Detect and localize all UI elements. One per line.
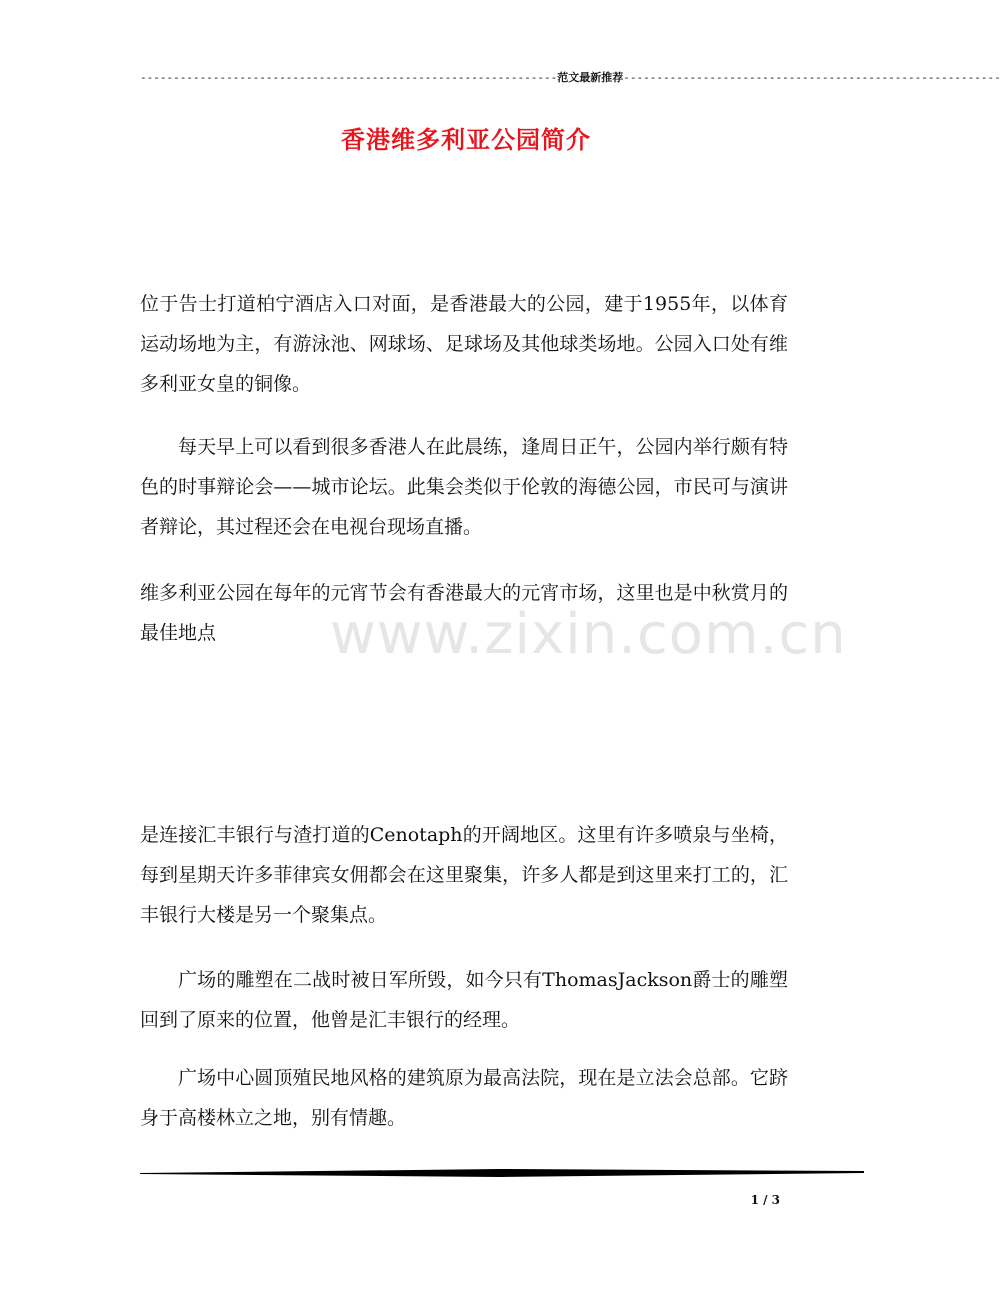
document-title: 香港维多利亚公园简介 bbox=[341, 125, 591, 154]
header-label: 范文最新推荐 bbox=[557, 71, 624, 84]
header-dashes-right: --------------------------------------------------------- bbox=[623, 71, 1001, 84]
paragraph-4: 是连接汇丰银行与渣打道的Cenotaph的开阔地区。这里有许多喷泉与坐椅，每到星期天许多菲律宾女佣都会在这里聚集，许多人都是到这里来打工的，汇丰银行大楼是另一个聚集点。 bbox=[140, 824, 788, 926]
watermark: www.zixin.com.cn bbox=[330, 602, 847, 667]
footer-rule bbox=[140, 1166, 864, 1180]
paragraph-1: 位于告士打道柏宁酒店入口对面，是香港最大的公园，建于1955年，以体育运动场地为主，有游泳池、网球场、足球场及其他球类场地。公园入口处有维多利亚女皇的铜像。 bbox=[140, 293, 788, 395]
paragraph-2: 每天早上可以看到很多香港人在此晨练，逢周日正午，公园内举行颇有特色的时事辩论会——城市论坛。此集会类似于伦敦的海德公园，市民可与演讲者辩论，其过程还会在电视台现场直播。 bbox=[140, 436, 788, 538]
header-dashes-left: --------------------------------------------------------------- bbox=[140, 71, 558, 84]
header-divider bbox=[140, 69, 1001, 87]
paragraph-3: 维多利亚公园在每年的元宵节会有香港最大的元宵市场，这里也是中秋赏月的最佳地点 bbox=[140, 582, 788, 644]
page-number: 1 / 3 bbox=[750, 1193, 780, 1207]
paragraph-5: 广场的雕塑在二战时被日军所毁，如今只有ThomasJackson爵士的雕塑回到了原来的位置，他曾是汇丰银行的经理。 bbox=[140, 969, 788, 1031]
paragraph-6: 广场中心圆顶殖民地风格的建筑原为最高法院，现在是立法会总部。它跻身于高楼林立之地，别有情趣。 bbox=[140, 1067, 788, 1129]
